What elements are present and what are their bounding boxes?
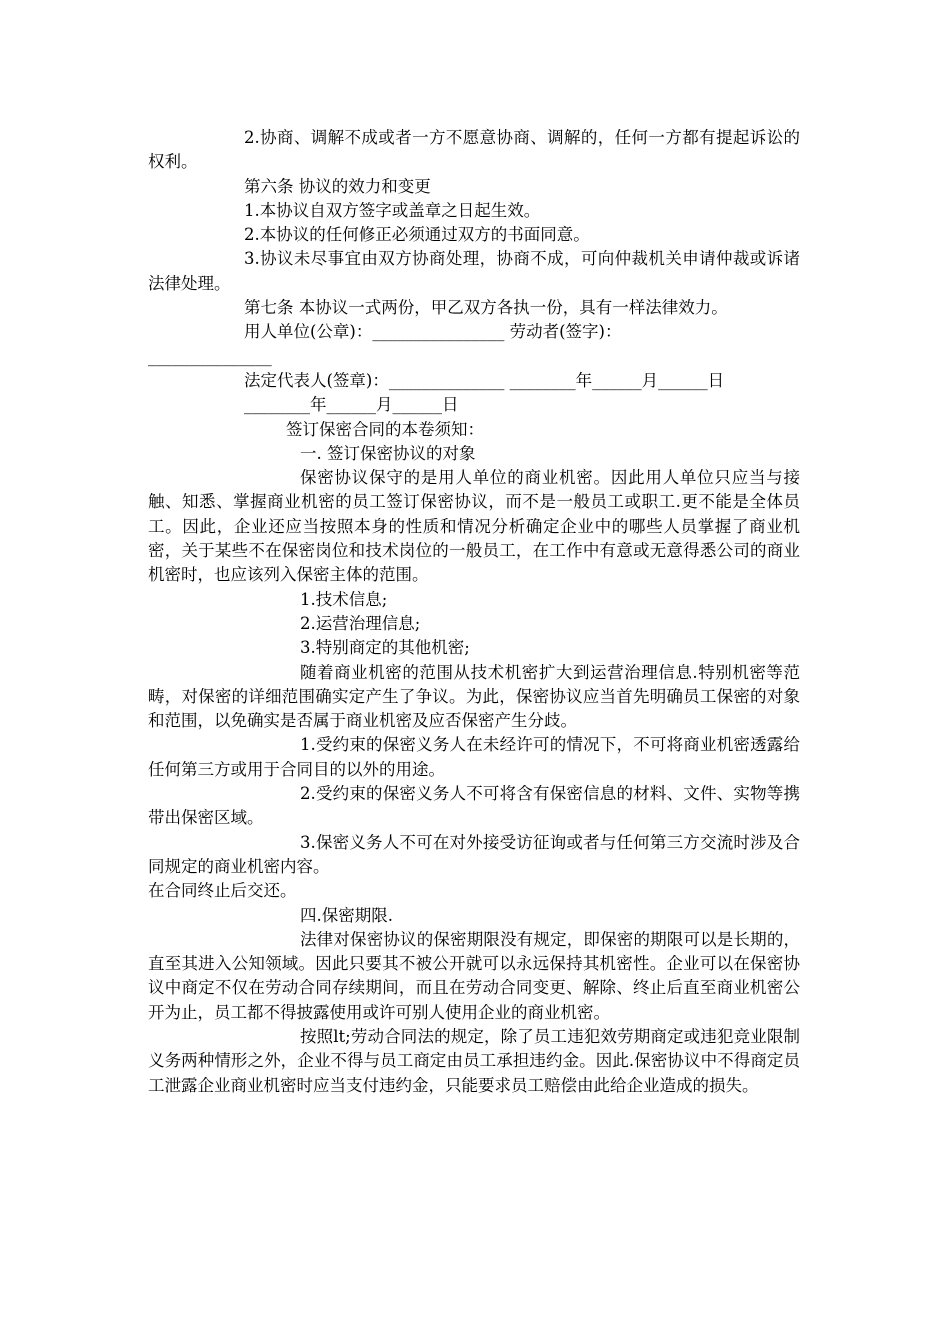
section-4-body: 法律对保密协议的保密期限没有规定，即保密的期限可以是长期的，直至其进入公知领域。因此只要其不被公开就可以永远保持其机密性。企业可以在保密协议中商定不仅在劳动合同存续期间，而且在劳动合同变更、解除、终止后直至商业机密公开为止，员工都不得披露使用或许可别人使用企业的商业机密。 bbox=[148, 929, 800, 1022]
document-body bbox=[148, 126, 800, 1098]
scope-item-1: 1.技术信息; bbox=[300, 589, 388, 609]
notes-heading: 签订保密合同的本卷须知： bbox=[286, 419, 484, 439]
scope-item-2: 2.运营治理信息; bbox=[300, 613, 421, 633]
obligation-item-3: 3.保密义务人不可在对外接受访征询或者与任何第三方交流时涉及合同规定的商业机密内容。 bbox=[148, 832, 800, 876]
obligation-item-2: 2.受约束的保密义务人不可将含有保密信息的材料、文件、实物等携带出保密区域。 bbox=[148, 784, 800, 828]
section-1-heading: 一. 签订保密协议的对象 bbox=[300, 443, 476, 463]
signature-employer-line: 用人单位(公章)：________________ 劳动者(签字)： bbox=[244, 322, 622, 342]
scope-body: 随着商业机密的范围从技术机密扩大到运营治理信息.特别机密等范畴，对保密的详细范围确实定产生了争议。为此，保密协议应当首先明确员工保密的对象和范围，以免确实是否属于商业机密及应否保密产生分歧。 bbox=[148, 662, 800, 731]
article-6-item-1: 1.本协议自双方签字或盖章之日起生效。 bbox=[244, 200, 541, 220]
legal-representative-line: 法定代表人(签章)：______________ ________年______月______日 bbox=[244, 370, 725, 390]
section-4-heading: 四.保密期限. bbox=[300, 905, 393, 925]
article-6-item-2: 2.本协议的任何修正必须通过双方的书面同意。 bbox=[244, 225, 590, 245]
date-line: ________年______月______日 bbox=[244, 395, 459, 415]
signature-employee-blank: _______________ bbox=[148, 346, 272, 366]
return-note: 在合同终止后交还。 bbox=[148, 881, 297, 901]
article-6-item-3: 3.协议未尽事宜由双方协商处理，协商不成，可向仲裁机关申请仲裁或诉诸法律处理。 bbox=[148, 249, 800, 293]
article-7: 第七条 本协议一式两份，甲乙双方各执一份，具有一样法律效力。 bbox=[244, 298, 728, 318]
clause-5-item-2: 2.协商、调解不成或者一方不愿意协商、调解的，任何一方都有提起诉讼的权利。 bbox=[148, 128, 800, 172]
article-6-heading: 第六条 协议的效力和变更 bbox=[244, 176, 431, 196]
penalty-body: 按照lt;劳动合同法的规定，除了员工违犯效劳期商定或违犯竞业限制义务两种情形之外，企业不得与员工商定由员工承担违约金。因此.保密协议中不得商定员工泄露企业商业机密时应当支付违约金，只能要求员工赔偿由此给企业造成的损失。 bbox=[148, 1026, 800, 1095]
section-1-body: 保密协议保守的是用人单位的商业机密。因此用人单位只应当与接触、知悉、掌握商业机密的员工签订保密协议，而不是一般员工或职工.更不能是全体员工。因此，企业还应当按照本身的性质和情况分析确定企业中的哪些人员掌握了商业机密，关于某些不在保密岗位和技术岗位的一般员工，在工作中有意或无意得悉公司的商业机密时，也应该列入保密主体的范围。 bbox=[148, 468, 800, 585]
scope-item-3: 3.特别商定的其他机密; bbox=[300, 638, 470, 658]
obligation-item-1: 1.受约束的保密义务人在未经许可的情况下，不可将商业机密透露给任何第三方或用于合同目的以外的用途。 bbox=[148, 735, 800, 779]
